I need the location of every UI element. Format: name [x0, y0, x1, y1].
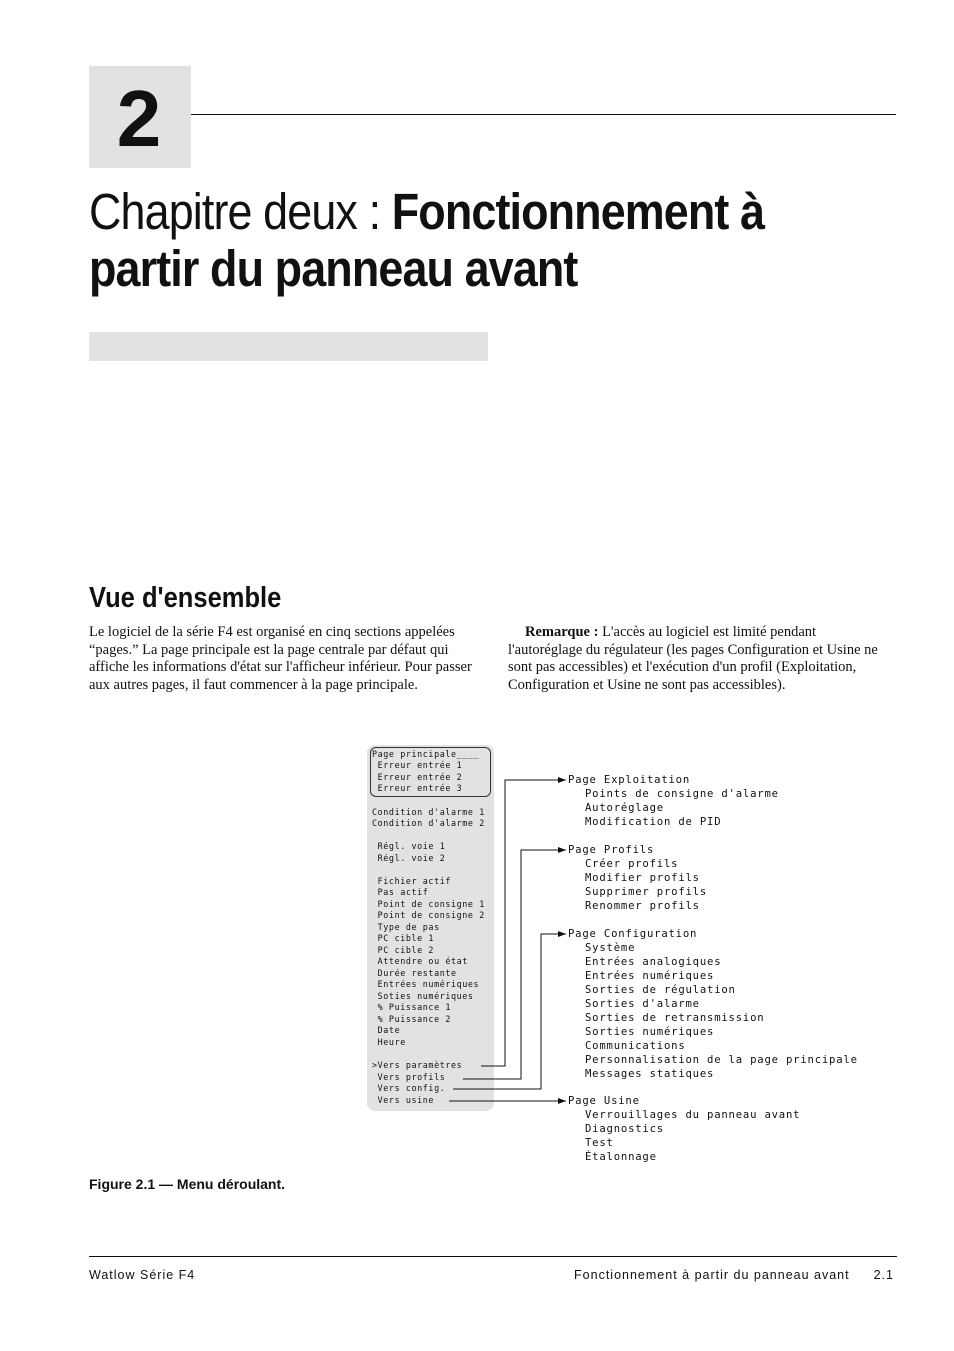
menu-item: Page principale____	[372, 749, 480, 759]
footer-right	[574, 1268, 894, 1282]
menu-item: Type de pas	[372, 922, 440, 932]
menu-item: PC cible 2	[372, 945, 435, 955]
page-subitem: Renommer profils	[585, 900, 700, 912]
menu-item: Date	[372, 1025, 401, 1035]
page-subitem: Diagnostics	[585, 1123, 664, 1135]
menu-item: Vers profils	[372, 1072, 446, 1082]
menu-item: Fichier actif	[372, 876, 451, 886]
page-subitem: Système	[585, 942, 636, 954]
menu-item: >Vers paramètres	[372, 1060, 463, 1070]
page-subitem: Sorties d'alarme	[585, 998, 700, 1010]
footer-chapter-title: Fonctionnement à partir du panneau avant	[574, 1268, 850, 1282]
menu-item: Erreur entrée 3	[372, 783, 463, 793]
page-block-profils	[568, 843, 707, 913]
page-subitem: Messages statiques	[585, 1068, 715, 1080]
arrow-to-configuration	[453, 934, 566, 1089]
page-title: Page Exploitation	[568, 774, 691, 786]
page-subitem: Supprimer profils	[585, 886, 708, 898]
page-number: 2.1	[873, 1268, 894, 1282]
menu-item: Vers config.	[372, 1083, 446, 1093]
chapter-title-light: Chapitre deux :	[89, 183, 392, 240]
page-subitem: Modifier profils	[585, 872, 700, 884]
menu-item: % Puissance 1	[372, 1002, 451, 1012]
footer-rule	[89, 1256, 897, 1257]
menu-item: Régl. voie 2	[372, 853, 446, 863]
remark-text: L'accès au logiciel est limité pendant l'autoréglage du régulateur (les pages Configuration et Usine ne sont pas accessibles) et l'exécution d'un profil (Exploitation, Configuration et Usine ne sont pas accessibles).	[508, 624, 878, 693]
page-block-exploitation	[568, 773, 779, 829]
arrow-to-profils	[463, 850, 566, 1079]
menu-item: Durée restante	[372, 968, 457, 978]
chapter-title-bold: Fonctionnement à partir du panneau avant	[89, 183, 765, 297]
page-title: Page Configuration	[568, 928, 698, 940]
menu-item: Erreur entrée 2	[372, 772, 463, 782]
page-subitem: Modification de PID	[585, 816, 722, 828]
menu-item: Régl. voie 1	[372, 841, 446, 851]
page-block-configuration	[568, 927, 858, 1081]
page-subitem: Autoréglage	[585, 802, 664, 814]
remark-label: Remarque :	[525, 624, 599, 640]
page-subitem: Verrouillages du panneau avant	[585, 1109, 801, 1121]
menu-item: PC cible 1	[372, 933, 435, 943]
page-title: Page Usine	[568, 1095, 640, 1107]
menu-item: Condition d'alarme 2	[372, 818, 485, 828]
menu-item: Point de consigne 2	[372, 910, 485, 920]
page-subitem: Sorties numériques	[585, 1026, 715, 1038]
page-subitem: Créer profils	[585, 858, 679, 870]
page-subitem: Sorties de régulation	[585, 984, 736, 996]
page-subitem: Entrées numériques	[585, 970, 715, 982]
menu-item: Soties numériques	[372, 991, 474, 1001]
page-subitem: Test	[585, 1137, 614, 1149]
menu-item: Point de consigne 1	[372, 899, 485, 909]
page-subitem: Entrées analogiques	[585, 956, 722, 968]
chapter-number: 2	[116, 74, 162, 163]
menu-item: Vers usine	[372, 1095, 435, 1105]
page-subitem: Étalonnage	[585, 1151, 657, 1163]
arrow-to-exploitation	[481, 780, 566, 1066]
footer-left: Watlow Série F4	[89, 1268, 196, 1282]
page-title: Page Profils	[568, 844, 655, 856]
page-subitem: Sorties de retransmission	[585, 1012, 765, 1024]
page-subitem: Communications	[585, 1040, 686, 1052]
intro-paragraph: Le logiciel de la série F4 est organisé en cinq sections appelées “pages.” La page principale est la page centrale par défaut qui affiche les informations d'état sur l'afficheur inférieur. Pour passer aux autres pages, il faut commencer à la page principale.	[89, 624, 472, 693]
page-subitem: Points de consigne d'alarme	[585, 788, 779, 800]
page-subitem: Personnalisation de la page principale	[585, 1054, 858, 1066]
section-title: Vue d'ensemble	[89, 582, 282, 614]
menu-item: Condition d'alarme 1	[372, 807, 485, 817]
figure-caption: Figure 2.1 — Menu déroulant.	[89, 1176, 286, 1192]
menu-item: % Puissance 2	[372, 1014, 451, 1024]
menu-item: Attendre ou état	[372, 956, 468, 966]
page-block-usine	[568, 1094, 800, 1164]
menu-item: Heure	[372, 1037, 406, 1047]
menu-item: Entrées numériques	[372, 979, 480, 989]
menu-item: Pas actif	[372, 887, 429, 897]
menu-item: Erreur entrée 1	[372, 760, 463, 770]
